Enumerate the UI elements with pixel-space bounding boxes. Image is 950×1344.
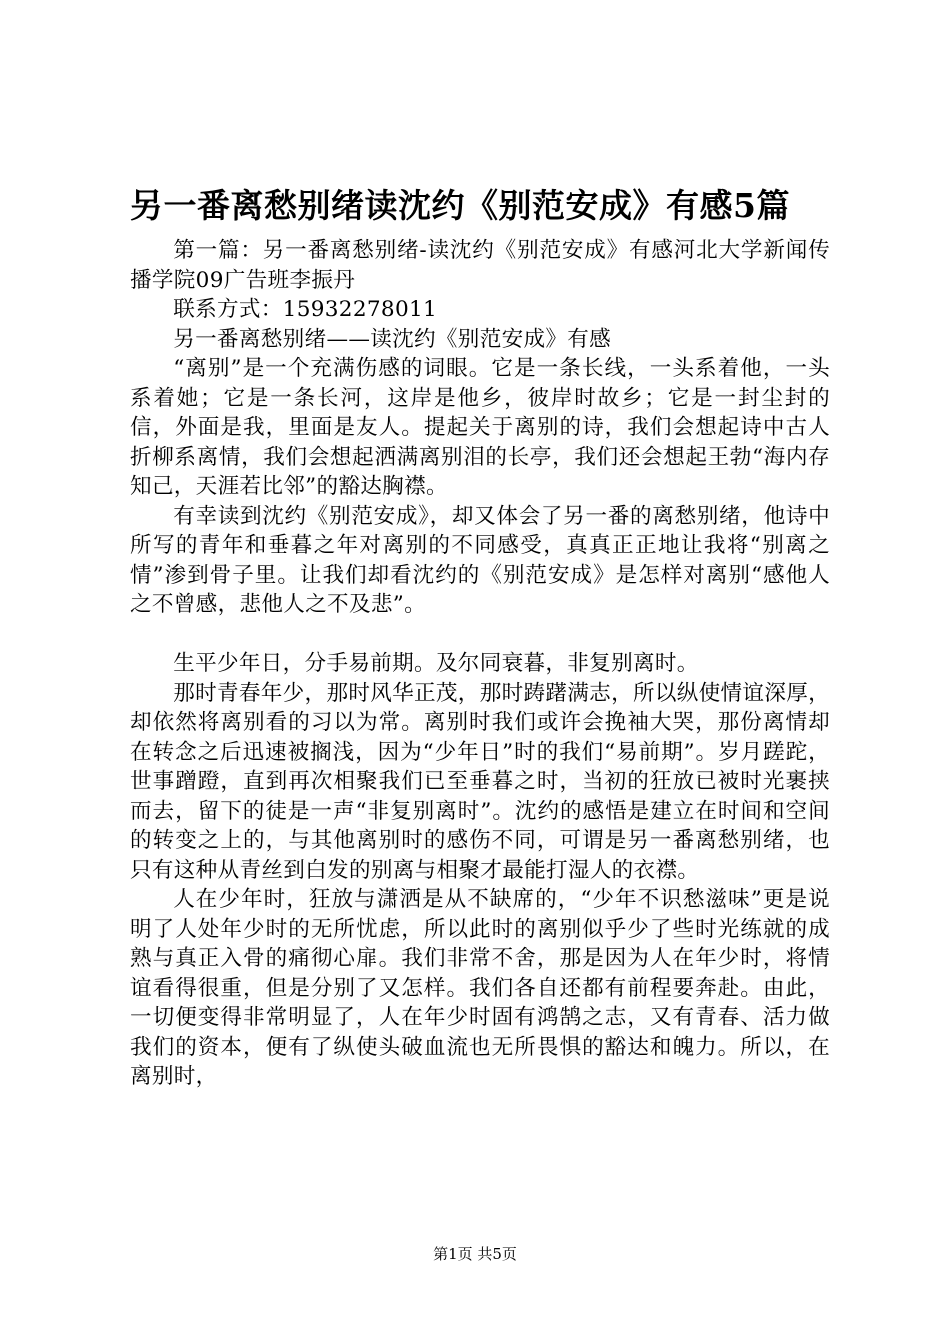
- paragraph-contact: 联系方式：15932278011: [173, 297, 438, 322]
- paragraph-subtitle: 另一番离愁别绪——读沈约《别范安成》有感: [173, 326, 612, 352]
- paragraph-heading-line: 第一篇：另一番离愁别绪-读沈约《别范安成》有感河北大学新闻传播学院09广告班李振丹: [130, 238, 830, 293]
- paragraph-body: 人在少年时，狂放与潇洒是从不缺席的，“少年不识愁滋味”更是说明了人处年少时的无所忧虑，所以此时的离别似乎少了些时光练就的成熟与真正入骨的痛彻心扉。我们非常不舍，那是因为人在年少时，将情谊看得很重，但是分别了又怎样。我们各自还都有前程要奔赴。由此，一切便变得非常明显了，人在年少时固有鸿鹄之志，又有青春、活力做我们的资本，便有了纵使头破血流也无所畏惧的豁达和魄力。所以，在离别时，: [130, 887, 830, 1089]
- paragraph-poem: 生平少年日，分手易前期。及尔同衰暮，非复别离时。: [173, 651, 699, 676]
- document-body: [130, 236, 830, 1092]
- paragraph-body: 有幸读到沈约《别范安成》，却又体会了另一番的离愁别绪，他诗中所写的青年和垂暮之年对离别的不同感受，真真正正地让我将“别离之情”渗到骨子里。让我们却看沈约的《别范安成》是怎样对离别“感他人之不曾感，悲他人之不及悲”。: [130, 503, 830, 617]
- document-title: 另一番离愁别绪读沈约《别范安成》有感5篇: [130, 186, 790, 225]
- paragraph-body: “离别”是一个充满伤感的词眼。它是一条长线，一头系着他，一头系着她；它是一条长河，这岸是他乡，彼岸时故乡；它是一封尘封的信，外面是我，里面是友人。提起关于离别的诗，我们会想起诗中古人折柳系离情，我们会想起洒满离别泪的长亭，我们还会想起王勃“海内存知己，天涯若比邻”的豁达胸襟。: [130, 356, 830, 499]
- paragraph-body: 那时青春年少，那时风华正茂，那时踌躇满志，所以纵使情谊深厚，却依然将离别看的习以为常。离别时我们或许会挽袖大哭，那份离情却在转念之后迅速被搁浅，因为“少年日”时的我们“易前期”。岁月蹉跎，世事蹭蹬，直到再次相聚我们已至垂暮之时，当初的狂放已被时光裹挟而去，留下的徒是一声“非复别离时”。沈约的感悟是建立在时间和空间的转变之上的，与其他离别时的感伤不同，可谓是另一番离愁别绪，也只有这种从青丝到白发的别离与相聚才最能打湿人的衣襟。: [130, 680, 831, 883]
- page-footer: 第1页 共5页: [433, 1245, 517, 1263]
